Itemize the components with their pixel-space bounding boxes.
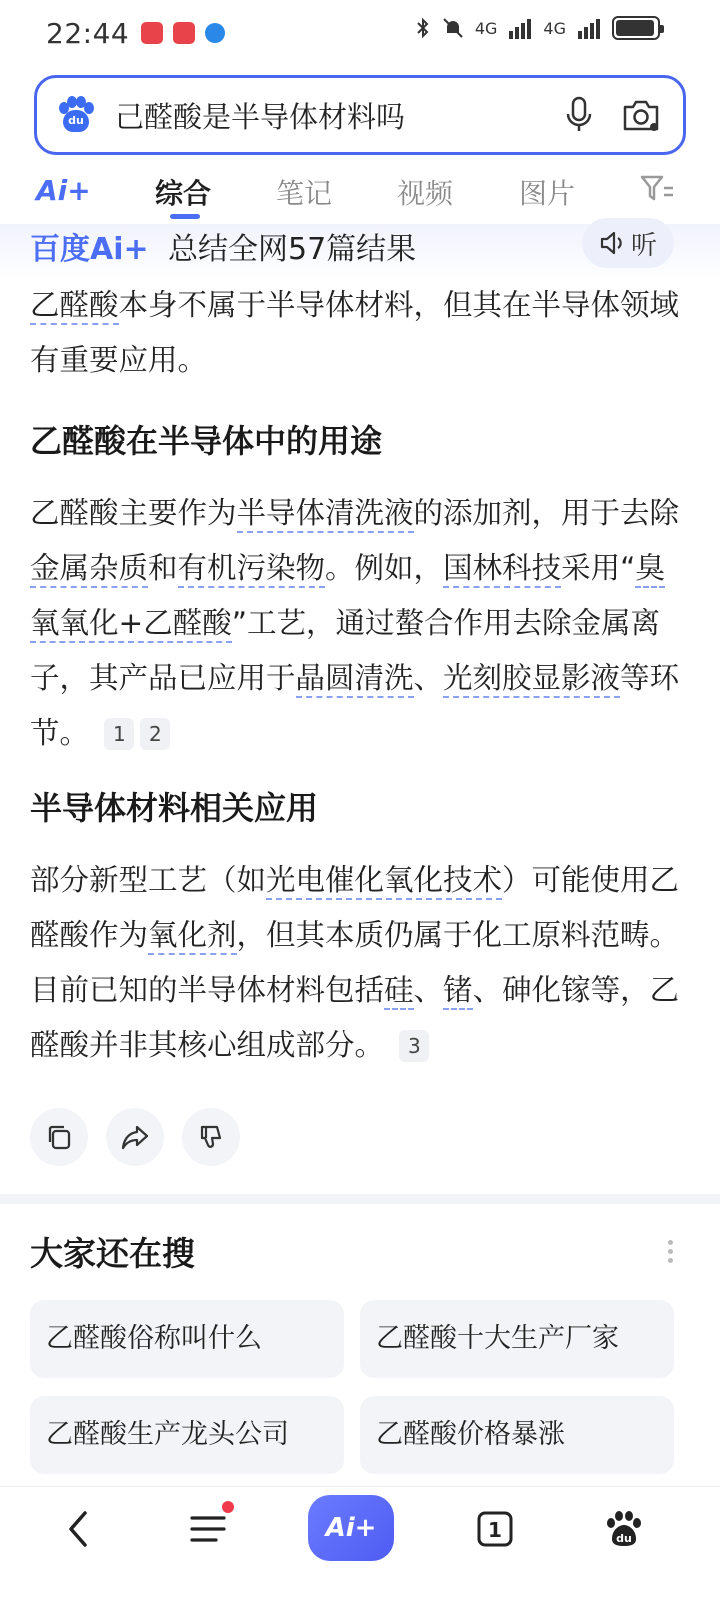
battery-icon <box>612 16 660 40</box>
thumbs-down-icon <box>197 1123 225 1151</box>
related-search-chip[interactable]: 乙醛酸俗称叫什么 <box>30 1300 344 1378</box>
related-search-chip[interactable]: 乙醛酸十大生产厂家 <box>360 1300 674 1378</box>
dislike-button[interactable] <box>182 1108 240 1166</box>
tab-notes[interactable]: 笔记 <box>276 177 333 210</box>
app-notification-icon <box>141 22 163 44</box>
summary-label: 总结全网57篇结果 <box>168 232 417 267</box>
more-options-icon[interactable] <box>668 1240 674 1266</box>
clock: 22:44 <box>46 16 130 50</box>
term-link[interactable]: 晶圆清洗 <box>296 661 414 698</box>
citation-badge[interactable]: 2 <box>140 718 170 750</box>
copy-icon <box>45 1123 73 1151</box>
term-link[interactable]: 硅 <box>384 973 414 1010</box>
term-link[interactable]: 氧化剂 <box>148 918 237 955</box>
related-search-chip[interactable]: 乙醛酸生产龙头公司 <box>30 1396 344 1474</box>
term-link[interactable]: 半导体清洗液 <box>237 496 414 533</box>
citation-badge[interactable]: 1 <box>104 718 134 750</box>
section-heading: 半导体材料相关应用 <box>30 789 319 827</box>
notification-icons <box>141 22 225 44</box>
citation-badge[interactable]: 3 <box>399 1030 429 1062</box>
term-link[interactable]: 金属杂质 <box>30 551 148 588</box>
back-arrow-icon <box>65 1509 91 1549</box>
ai-summary-header <box>0 224 720 282</box>
menu-icon <box>190 1513 226 1545</box>
ai-answer <box>30 278 680 1073</box>
tabs-count-icon <box>477 1511 513 1547</box>
term-link[interactable]: 乙醛酸 <box>30 288 119 325</box>
baidu-ai-logo: 百度Ai+ <box>30 232 149 267</box>
bluetooth-icon <box>415 16 431 40</box>
app-notification-icon <box>173 22 195 44</box>
baidu-home-button[interactable] <box>594 1499 654 1559</box>
answer-intro: 乙醛酸本身不属于半导体材料，但其在半导体领域有重要应用。 <box>30 288 680 377</box>
filter-icon[interactable] <box>640 174 674 204</box>
signal-label-2: 4G <box>543 18 566 38</box>
listen-button[interactable] <box>582 218 674 268</box>
answer-paragraph: 乙醛酸主要作为半导体清洗液的添加剂，用于去除金属杂质和有机污染物。例如，国林科技采用“臭氧氧化+乙醛酸”工艺，通过螯合作用去除金属离子，其产品已应用于晶圆清洗、光刻胶显影液等环节。 1 2 <box>30 496 680 750</box>
status-icons <box>415 16 660 40</box>
mute-icon <box>441 16 465 40</box>
status-bar <box>0 0 720 66</box>
svg-text:du: du <box>616 1532 632 1545</box>
tab-videos[interactable]: 视频 <box>397 177 454 210</box>
listen-label: 听 <box>630 230 657 261</box>
tab-images[interactable]: 图片 <box>519 177 576 210</box>
signal-icon <box>507 17 533 39</box>
term-link[interactable]: 国林科技 <box>443 551 561 588</box>
microphone-icon[interactable] <box>557 93 601 137</box>
related-searches-title: 大家还在搜 <box>30 1234 195 1273</box>
bottom-navigation <box>0 1486 720 1604</box>
baidu-paw-icon: du <box>57 96 95 134</box>
term-link[interactable]: 光刻胶显影液 <box>443 661 620 698</box>
camera-search-icon[interactable] <box>619 93 663 137</box>
search-box[interactable] <box>34 75 686 155</box>
signal-icon <box>576 17 602 39</box>
speaker-icon <box>599 230 625 256</box>
answer-actions <box>30 1108 240 1166</box>
share-button[interactable] <box>106 1108 164 1166</box>
notification-dot <box>222 1501 234 1513</box>
tab-comprehensive[interactable]: 综合 <box>155 177 212 210</box>
section-divider <box>0 1194 720 1204</box>
active-tab-indicator <box>170 214 200 219</box>
answer-paragraph: 部分新型工艺（如光电催化氧化技术）可能使用乙醛酸作为氧化剂，但其本质仍属于化工原料范畴。目前已知的半导体材料包括硅、锗、砷化镓等，乙醛酸并非其核心组成部分。 3 <box>30 863 680 1062</box>
tab-ai-plus[interactable]: Ai+ <box>36 174 91 207</box>
browser-notification-icon <box>205 23 225 43</box>
share-icon <box>120 1123 150 1151</box>
term-link[interactable]: 锗 <box>443 973 473 1010</box>
related-search-chip[interactable]: 乙醛酸价格暴涨 <box>360 1396 674 1474</box>
back-button[interactable] <box>48 1499 108 1559</box>
tabs-button[interactable] <box>465 1499 525 1559</box>
tab-count: 1 <box>488 1518 502 1542</box>
term-link[interactable]: 有机污染物 <box>178 551 326 588</box>
search-tabs <box>0 160 720 224</box>
term-link[interactable]: 光电催化氧化技术 <box>266 863 502 900</box>
section-heading: 乙醛酸在半导体中的用途 <box>30 422 383 460</box>
term-link[interactable]: 臭氧氧化+乙醛酸 <box>30 551 665 643</box>
baidu-paw-icon <box>604 1509 644 1549</box>
copy-button[interactable] <box>30 1108 88 1166</box>
ai-assistant-button[interactable]: Ai+ <box>308 1495 394 1561</box>
search-input[interactable]: 己醛酸是半导体材料吗 <box>115 99 406 134</box>
signal-label: 4G <box>474 18 498 38</box>
